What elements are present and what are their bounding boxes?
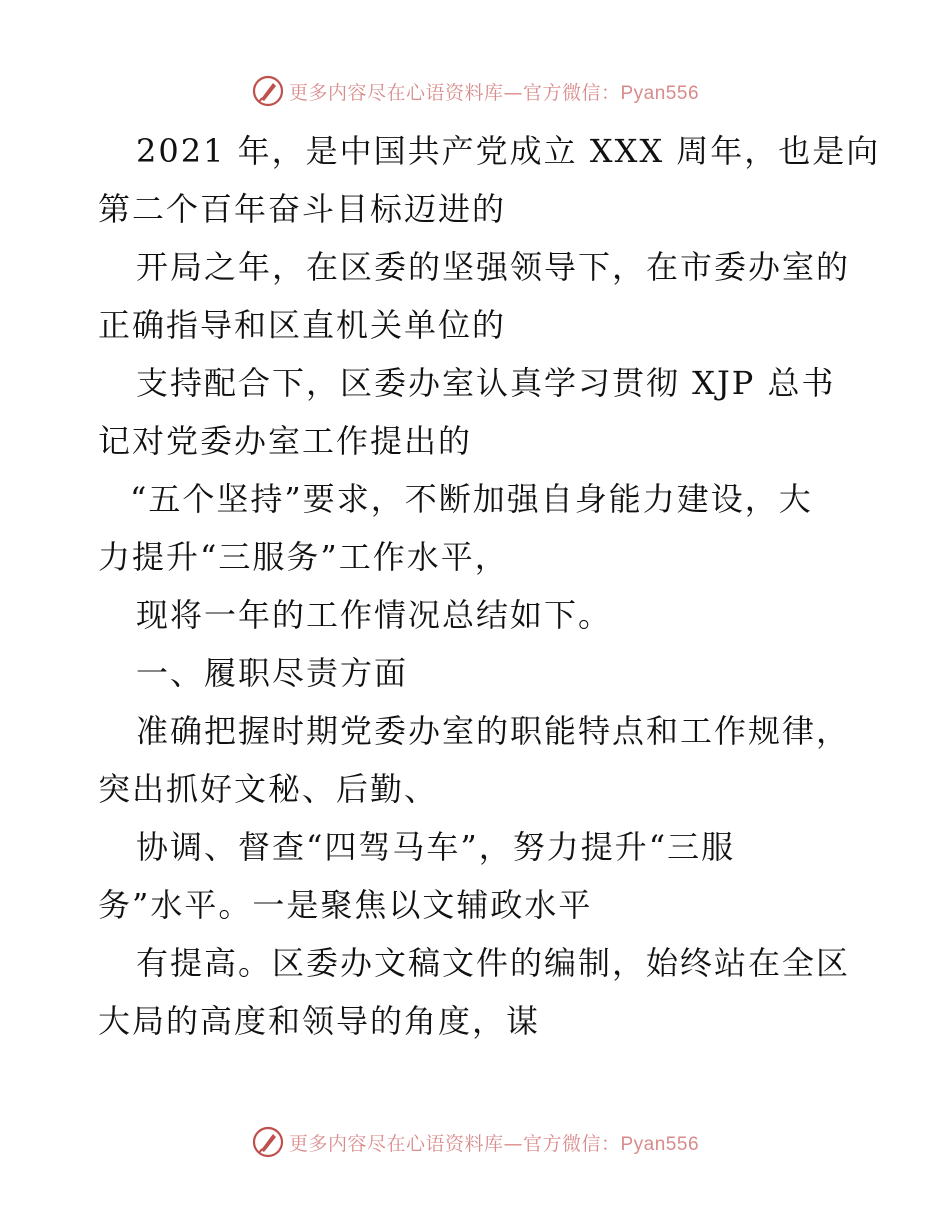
- text-line: 正确指导和区直机关单位的: [98, 306, 507, 344]
- quill-pen-logo-icon: [251, 74, 285, 108]
- text-line: 大局的高度和领导的角度，谋: [98, 1002, 541, 1040]
- text-line: 有提高。区委办文稿文件的编制，始终站在全区: [136, 944, 851, 982]
- text-line: “五个坚持”要求，不断加强自身能力建设，大: [130, 480, 813, 518]
- text-line: 突出抓好文秘、后勤、: [98, 770, 439, 808]
- footer-watermark: [0, 1122, 950, 1162]
- text-line: 力提升“三服务”工作水平，: [98, 538, 509, 576]
- watermark-text: 更多内容尽在心语资料库—官方微信：Pyan556: [288, 1132, 700, 1155]
- document-body: [98, 122, 881, 1050]
- wechat-id: Pyan556: [620, 82, 700, 104]
- wechat-id: Pyan556: [620, 1133, 700, 1155]
- text-line: 务”水平。一是聚焦以文辅政水平: [98, 886, 593, 924]
- text-line: 协调、督查“四驾马车”，努力提升“三服: [136, 828, 736, 866]
- header-watermark: [0, 71, 950, 111]
- text-line: 开局之年，在区委的坚强领导下，在市委办室的: [136, 248, 851, 286]
- text-line: 第二个百年奋斗目标迈进的: [98, 190, 507, 228]
- quill-pen-logo-icon: [251, 1125, 285, 1159]
- text-line: 2021 年，是中国共产党成立 XXX 周年，也是向: [136, 132, 881, 170]
- watermark-text: 更多内容尽在心语资料库—官方微信：Pyan556: [288, 81, 700, 104]
- section-heading: 一、履职尽责方面: [136, 654, 409, 692]
- text-line: 记对党委办室工作提出的: [98, 422, 473, 460]
- text-line: 支持配合下，区委办室认真学习贯彻 XJP 总书: [136, 364, 836, 402]
- text-line: 现将一年的工作情况总结如下。: [136, 596, 613, 634]
- text-line: 准确把握时期党委办室的职能特点和工作规律，: [136, 712, 851, 750]
